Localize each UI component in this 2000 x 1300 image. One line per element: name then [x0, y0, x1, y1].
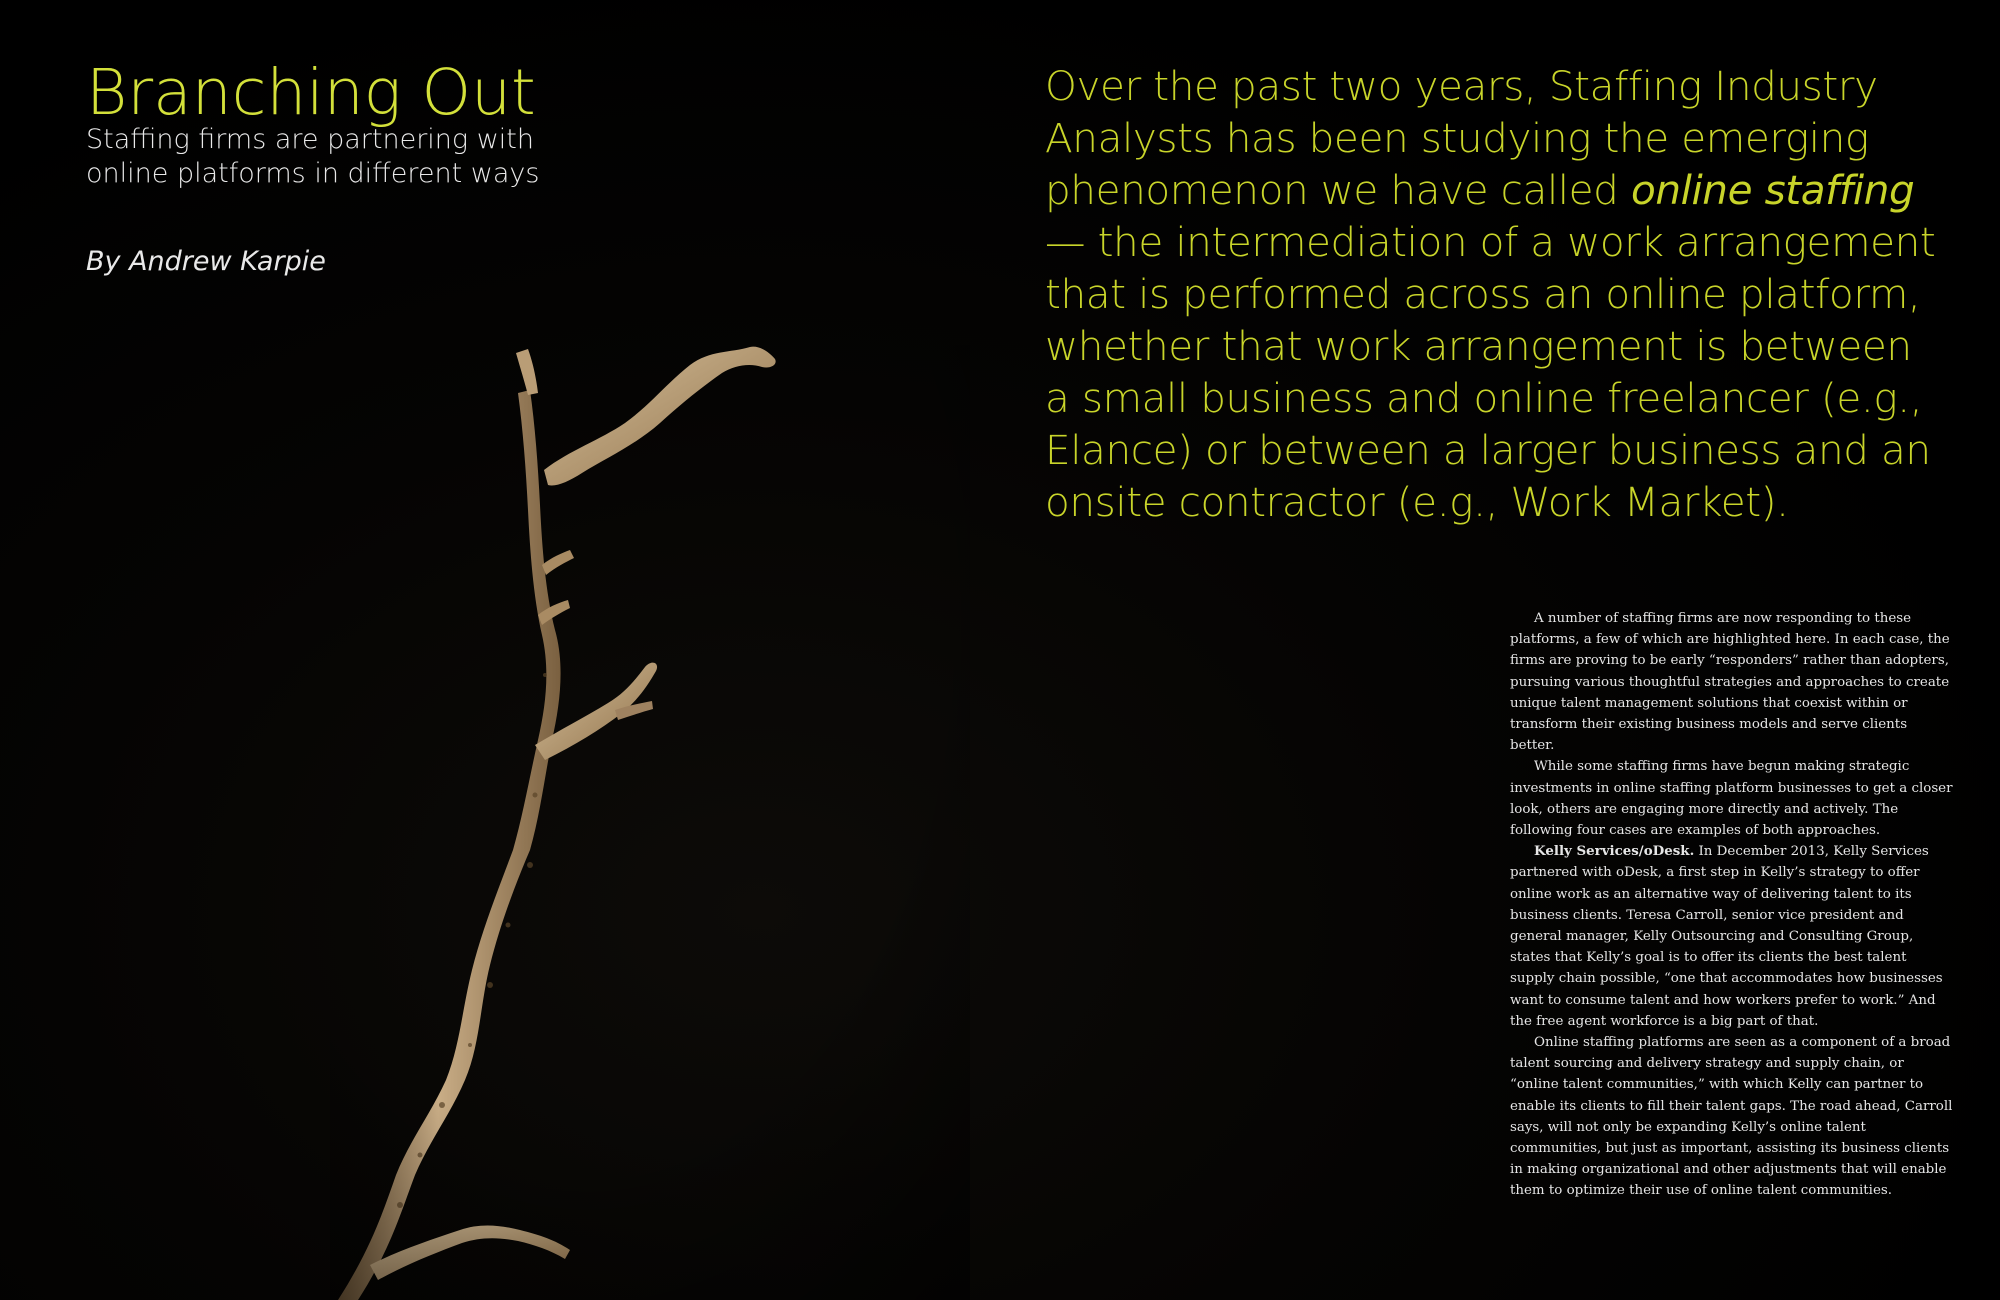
article-title: Branching Out — [86, 56, 536, 129]
article-byline: By Andrew Karpie — [86, 246, 326, 277]
pull-quote-line-3: phenomenon we have called — [1045, 166, 1631, 214]
body-paragraph-3-text: In December 2013, Kelly Services partnered with oDesk, a first step in Kelly’s strategy to offer online work as an alternative way of delivering talent to its business clients. Teresa Carroll, senior vice president and general manager, Kelly Outsourcing and Consulting Group, states that Kelly’s goal is to offer its clients the best talent supply chain possible, “one that accommodates how businesses want to consume talent and how workers prefer to work.” And the free agent workforce is a big part of that. — [1510, 844, 1943, 1029]
body-paragraph-2: While some staffing firms have begun making strategic investments in online staffing platform businesses to get a closer look, others are engaging more directly and actively. The following four cases are examples of both approaches. — [1510, 759, 1953, 839]
pull-quote-emphasis: online staffing — [1630, 166, 1915, 214]
article-body — [1510, 608, 1955, 1202]
body-paragraph-3 — [1510, 841, 1955, 1032]
article-subtitle — [86, 123, 606, 191]
pull-quote-line-6: whether that work arrangement is between — [1045, 322, 1912, 370]
body-paragraph-4: Online staffing platforms are seen as a component of a broad talent sourcing and delivery strategy and supply chain, or “online talent communities,” with which Kelly can partner to enable its clients to fill their talent gaps. The road ahead, Carroll says, will not only be expanding Kelly’s online talent communities, but just as important, assisting its business clients in making organizational and other adjustments that will enable them to optimize their use of online talent communities. — [1510, 1035, 1953, 1199]
subtitle-line-2: online platforms in different ways — [86, 158, 540, 189]
pull-quote-line-4: — the intermediation of a work arrangement — [1045, 218, 1936, 266]
pull-quote — [1045, 60, 1945, 528]
subtitle-line-1: Staffing firms are partnering with — [86, 124, 534, 155]
body-paragraph-3-lead: Kelly Services/oDesk. — [1534, 843, 1695, 860]
pull-quote-line-1: Over the past two years, Staffing Industry — [1045, 62, 1878, 110]
pull-quote-line-2: Analysts has been studying the emerging — [1045, 114, 1869, 162]
pull-quote-line-9: onsite contractor (e.g., Work Market). — [1045, 478, 1789, 526]
branch-photo — [330, 345, 970, 1300]
pull-quote-line-7: a small business and online freelancer (e.g., — [1045, 374, 1923, 422]
body-paragraph-1: A number of staffing firms are now responding to these platforms, a few of which are highlighted here. In each case, the firms are proving to be early “responders” rather than adopters, pursuing various thoughtful strategies and approaches to create unique talent management solutions that coexist within or transform their existing business models and serve clients better. — [1510, 611, 1950, 754]
pull-quote-line-5: that is performed across an online platform, — [1045, 270, 1921, 318]
pull-quote-line-8: Elance) or between a larger business and an — [1045, 426, 1931, 474]
